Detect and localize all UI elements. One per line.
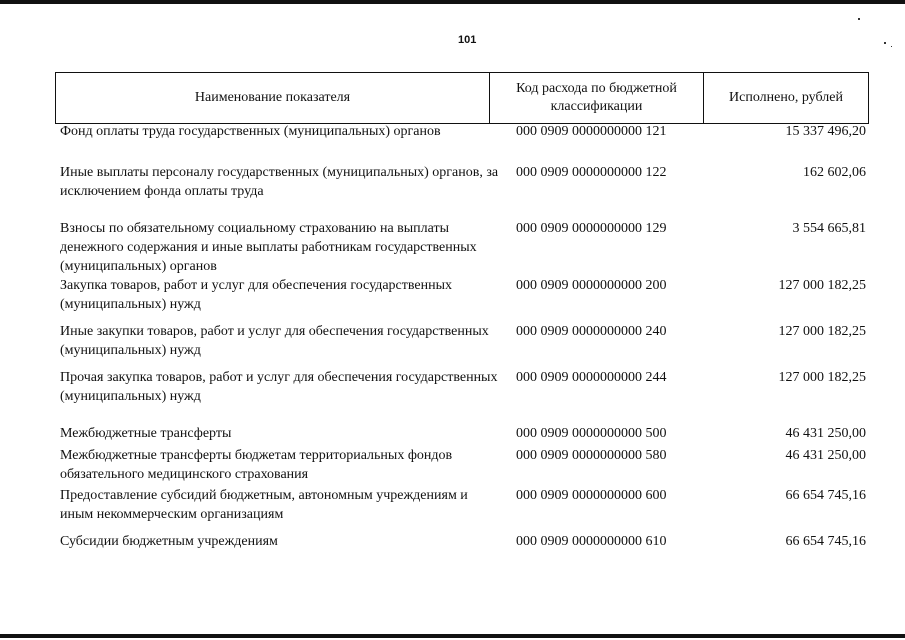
row-indicator-name: Предоставление субсидий бюджетным, автономным учреждениям и иным некоммерческим организациям	[60, 488, 468, 522]
row-executed-amount: 127 000 182,25	[778, 324, 866, 339]
scan-speck	[858, 18, 860, 20]
row-indicator-name: Прочая закупка товаров, работ и услуг для обеспечения государственных (муниципальных) нужд	[60, 370, 498, 404]
bottom-page-border	[0, 634, 905, 638]
header-indicator-name: Наименование показателя	[194, 90, 351, 105]
row-executed-amount: 127 000 182,25	[778, 278, 866, 293]
row-indicator-name: Иные закупки товаров, работ и услуг для обеспечения государственных (муниципальных) нужд	[60, 324, 489, 358]
table-header	[55, 72, 869, 124]
row-indicator-name: Иные выплаты персоналу государственных (муниципальных) органов, за исключением фонда оплаты труда	[60, 165, 499, 199]
row-expense-code: 000 0909 0000000000 580	[516, 448, 667, 463]
row-indicator-name: Взносы по обязательному социальному страхованию на выплаты денежного содержания и иные выплаты работникам государственных (муниципальных) органов	[60, 221, 477, 274]
row-expense-code: 000 0909 0000000000 200	[516, 278, 667, 293]
header-executed-amount: Исполнено, рублей	[729, 90, 843, 105]
row-executed-amount: 15 337 496,20	[785, 124, 866, 139]
row-expense-code: 000 0909 0000000000 600	[516, 488, 667, 503]
row-expense-code: 000 0909 0000000000 610	[516, 534, 667, 549]
scan-speck	[891, 46, 892, 47]
row-expense-code: 000 0909 0000000000 244	[516, 370, 667, 385]
row-expense-code: 000 0909 0000000000 500	[516, 426, 667, 441]
row-indicator-name: Фонд оплаты труда государственных (муниципальных) органов	[60, 124, 441, 139]
row-indicator-name: Субсидии бюджетным учреждениям	[60, 534, 278, 549]
row-expense-code: 000 0909 0000000000 121	[516, 124, 667, 139]
row-executed-amount: 127 000 182,25	[778, 370, 866, 385]
row-executed-amount: 3 554 665,81	[792, 221, 866, 236]
row-indicator-name: Межбюджетные трансферты	[60, 426, 232, 441]
row-indicator-name: Закупка товаров, работ и услуг для обеспечения государственных (муниципальных) нужд	[60, 278, 453, 312]
top-page-border	[0, 0, 905, 4]
row-executed-amount: 66 654 745,16	[785, 534, 866, 549]
scan-speck	[884, 42, 886, 44]
page-number: 101	[458, 34, 477, 46]
row-expense-code: 000 0909 0000000000 122	[516, 165, 667, 180]
row-expense-code: 000 0909 0000000000 129	[516, 221, 667, 236]
row-executed-amount: 46 431 250,00	[785, 448, 866, 463]
row-expense-code: 000 0909 0000000000 240	[516, 324, 667, 339]
row-executed-amount: 66 654 745,16	[785, 488, 866, 503]
row-executed-amount: 162 602,06	[803, 165, 866, 180]
row-executed-amount: 46 431 250,00	[785, 426, 866, 441]
row-indicator-name: Межбюджетные трансферты бюджетам территориальных фондов обязательного медицинского страхования	[60, 448, 453, 482]
header-expense-code: Код расхода по бюджетной классификации	[489, 73, 704, 123]
